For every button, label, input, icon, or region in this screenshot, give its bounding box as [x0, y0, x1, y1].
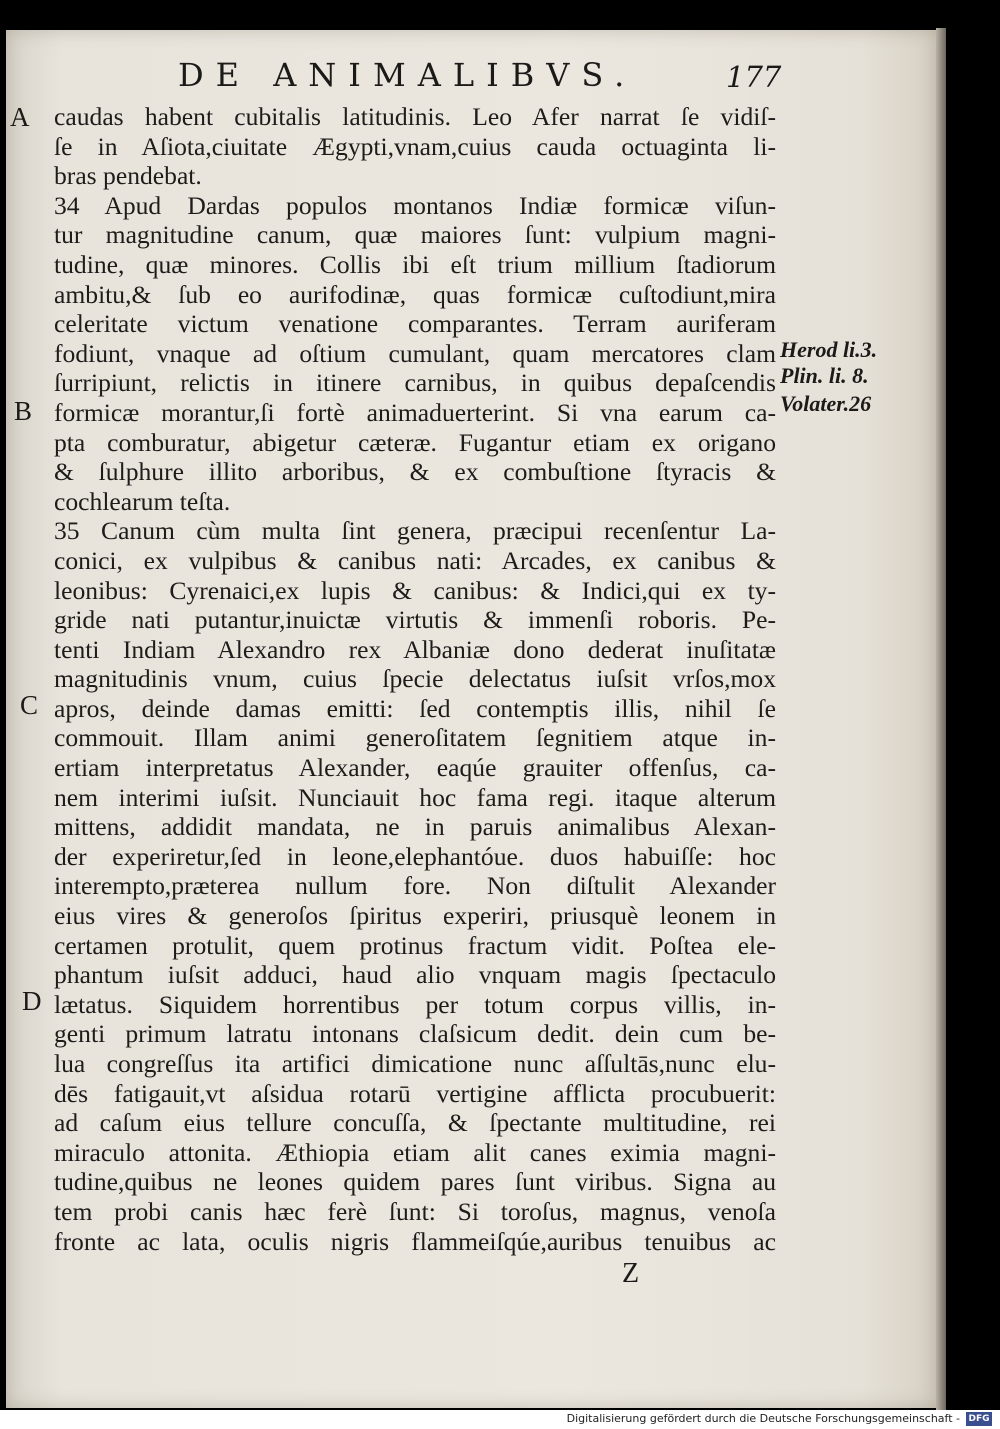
- sidenote-volaterranus: Volater.26: [780, 391, 872, 416]
- sidenote-pliny: Plin. li. 8.: [780, 363, 869, 388]
- page-number: 177: [726, 60, 782, 94]
- margin-letter-d: D: [22, 986, 42, 1016]
- text-line: tur magnitudine canum, quæ maiores ſunt: vulpium magni-: [54, 220, 776, 250]
- page-edge: [936, 28, 946, 1410]
- signature-mark: Z: [622, 1258, 640, 1289]
- text-line: commouit. Illam animi generoſitatem ſegnitiem atque in-: [54, 723, 776, 753]
- text-line: magnitudinis vnum, cuius ſpecie delectatus iuſsit vrſos,mox: [54, 664, 776, 694]
- text-line: cochlearum teſta.: [54, 486, 231, 516]
- text-line: 35 Canum cùm multa ſint genera, præcipui recenſentur La-: [54, 516, 776, 546]
- text-line: tudine,quibus ne leones quidem pares ſunt viribus. Signa au: [54, 1167, 776, 1197]
- sidenote-herodotus: Herod li.3.: [780, 337, 878, 362]
- text-line: der experiretur,ſed in leone,elephantóue. duos habuiſſe: hoc: [54, 841, 776, 871]
- text-line: conici, ex vulpibus & canibus nati: Arcades, ex canibus &: [54, 545, 776, 575]
- text-line: tem probi canis hæc ferè ſunt: Si toroſus, magnus, venoſa: [54, 1196, 776, 1226]
- text-line: mittens, addidit mandata, ne in paruis animalibus Alexan-: [54, 812, 776, 842]
- running-head: DE ANIMALIBVS.: [178, 56, 637, 94]
- text-line: apros, deinde damas emitti: ſed contemptis illis, nihil ſe: [54, 693, 776, 723]
- text-line: bras pendebat.: [54, 161, 202, 191]
- text-line: gride nati putantur,inuictæ virtutis & immenſi roboris. Pe-: [54, 605, 776, 635]
- text-line: fronte ac lata, oculis nigris flammeiſqúe,auribus tenuibus ac: [54, 1226, 776, 1256]
- text-line: ertiam interpretatus Alexander, eaqúe grauiter offenſus, ca-: [54, 753, 776, 783]
- text-line: leonibus: Cyrenaici,ex lupis & canibus: & Indici,qui ex ty-: [54, 575, 776, 605]
- text-line: lætatus. Siquidem horrentibus per totum corpus villis, in-: [54, 989, 776, 1019]
- margin-letter-b: B: [14, 396, 33, 426]
- text-line: phantum iuſsit adduci, haud alio vnquam magis ſpectaculo: [54, 960, 776, 990]
- text-line: ad caſum eius tellure concuſſa, & ſpectante multitudine, rei: [54, 1108, 776, 1138]
- footer-credit: Digitalisierung gefördert durch die Deutsche Forschungsgemeinschaft -: [566, 1412, 960, 1425]
- text-line: tudine, quæ minores. Collis ibi eſt trium millium ſtadiorum: [54, 249, 776, 279]
- text-line: lua congreſſus ita artifici dimicatione nunc aſſultās,nunc elu-: [54, 1049, 776, 1078]
- text-line: pta comburatur, abigetur cæteræ. Fugantur etiam ex origano: [54, 427, 776, 457]
- text-line: tenti Indiam Alexandro rex Albaniæ dono dederat inuſitatæ: [54, 634, 776, 664]
- text-line: genti primum latratu intonans claſsicum dedit. dein cum be-: [54, 1019, 776, 1049]
- text-line: ſe in Aſiota,ciuitate Ægypti,vnam,cuius cauda octuaginta li-: [54, 131, 776, 161]
- text-line: certamen protulit, quem protinus fractum vidit. Poſtea ele-: [54, 930, 776, 960]
- text-line: interempto,præterea nullum fore. Non diſtulit Alexander: [54, 871, 776, 901]
- text-line: nem interimi iuſsit. Nunciauit hoc fama regi. itaque alterum: [54, 782, 776, 812]
- text-line: miraculo attonita. Æthiopia etiam alit canes eximia magni-: [54, 1137, 776, 1167]
- text-line: fodiunt, vnaque ad oſtium cumulant, quam mercatores clam: [54, 338, 776, 368]
- text-line: 34 Apud Dardas populos montanos Indiæ formicæ viſun-: [54, 190, 776, 220]
- text-line: caudas habent cubitalis latitudinis. Leo Afer narrat ſe vidiſ-: [54, 102, 776, 131]
- margin-letter-c: C: [20, 690, 39, 720]
- dfg-logo: DFG: [966, 1412, 992, 1426]
- text-line: formicæ morantur,ſi fortè animaduerterint. Si vna earum ca-: [54, 397, 776, 427]
- margin-letter-a: A: [10, 102, 30, 132]
- body-text: [54, 102, 776, 1256]
- text-line: & ſulphure illito arboribus, & ex combuſtione ſtyracis &: [54, 457, 776, 487]
- text-line: eius vires & generoſos ſpiritus experiri, priusquè leonem in: [54, 901, 776, 931]
- text-line: dēs fatigauit,vt aſsidua rotarū vertigine afflicta procubuerit:: [54, 1078, 776, 1108]
- text-line: ambitu,& ſub eo aurifodinæ, quas formicæ cuſtodiunt,mira: [54, 279, 776, 309]
- text-line: ſurripiunt, relictis in itinere carnibus, in quibus depaſcendis: [54, 368, 776, 398]
- text-line: celeritate victum venatione comparantes. Terram auriferam: [54, 309, 776, 339]
